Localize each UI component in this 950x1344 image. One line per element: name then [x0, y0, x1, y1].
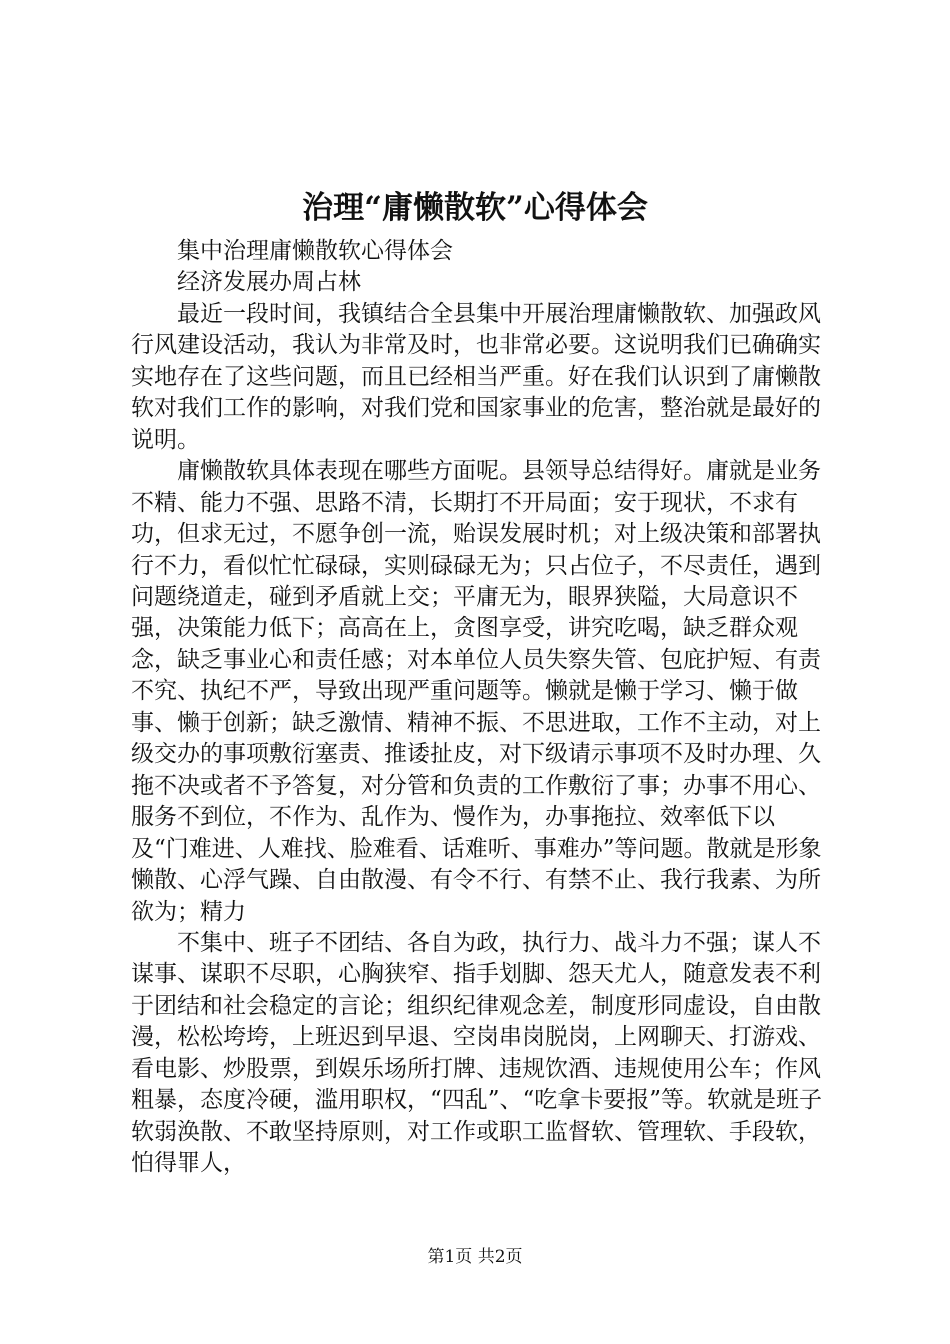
body-paragraph: 不集中、班子不团结、各自为政，执行力、战斗力不强；谋人不谋事、谋职不尽职，心胸狭窄、指手划脚、怨天尤人，随意发表不利于团结和社会稳定的言论；组织纪律观念差，制度形同虚设，自由散漫，松松垮垮，上班迟到早退、空岗串岗脱岗，上网聊天、打游戏、看电影、炒股票，到娱乐场所打牌、违规饮酒、违规使用公车；作风粗暴，态度冷硬，滥用职权，“四乱”、“吃拿卡要报”等。软就是班子软弱涣散、不敢坚持原则，对工作或职工监督软、管理软、手段软，怕得罪人， [131, 929, 823, 1177]
author-paragraph: 经济发展办周占林 [177, 269, 361, 296]
body-paragraph: 最近一段时间，我镇结合全县集中开展治理庸懒散软、加强政风行风建设活动，我认为非常及时，也非常必要。这说明我们已确确实实地存在了这些问题，而且已经相当严重。好在我们认识到了庸懒散软对我们工作的影响，对我们党和国家事业的危害，整治就是最好的说明。 [131, 300, 821, 453]
document-body [131, 236, 831, 1180]
page-footer: 第1页 共2页 [427, 1247, 523, 1267]
document-title: 治理“庸懒散软”心得体会 [302, 190, 648, 226]
body-paragraph: 庸懒散软具体表现在哪些方面呢。县领导总结得好。庸就是业务不精、能力不强、思路不清，长期打不开局面；安于现状，不求有功，但求无过，不愿争创一流，贻误发展时机；对上级决策和部署执行不力，看似忙忙碌碌，实则碌碌无为；只占位子，不尽责任，遇到问题绕道走，碰到矛盾就上交；平庸无为，眼界狭隘，大局意识不强，决策能力低下；高高在上，贪图享受，讲究吃喝，缺乏群众观念，缺乏事业心和责任感；对本单位人员失察失管、包庇护短、有责不究、执纪不严，导致出现严重问题等。懒就是懒于学习、懒于做事、懒于创新；缺乏激情、精神不振、不思进取，工作不主动，对上级交办的事项敷衍塞责、推诿扯皮，对下级请示事项不及时办理、久拖不决或者不予答复，对分管和负责的工作敷衍了事；办事不用心、服务不到位，不作为、乱作为、慢作为，办事拖拉、效率低下以及“门难进、人难找、脸难看、话难听、事难办”等问题。散就是形象懒散、心浮气躁、自由散漫、有令不行、有禁不止、我行我素、为所欲为；精力 [131, 458, 822, 925]
subtitle-paragraph: 集中治理庸懒散软心得体会 [177, 238, 453, 264]
